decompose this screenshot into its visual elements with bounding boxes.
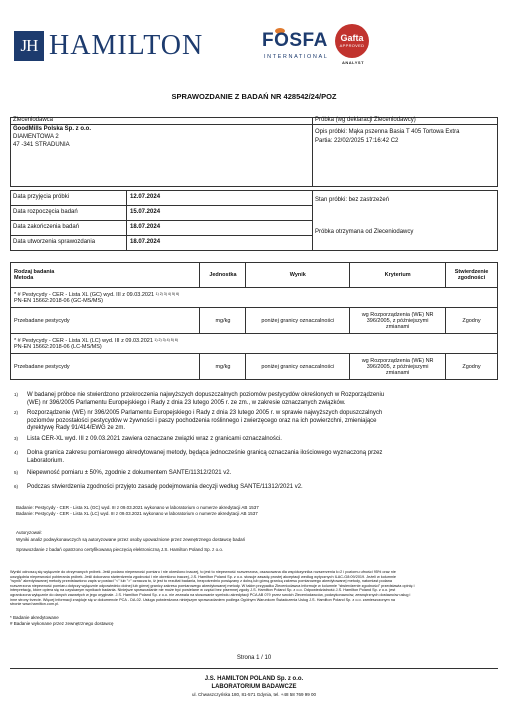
table-header-row [11, 263, 498, 288]
footnote-line: Lista CER-XL wyd. III z 09.03.2021 zawiera oznaczane związki wraz z granicami oznaczalności. [27, 436, 282, 442]
footnote-line: (WE) nr 396/2005 Parlamentu Europejskiego i Rady z dnia 23 lutego 2005 r. ze zm., w zakresie oznaczanych związków. [27, 399, 346, 406]
row-result: poniżej granicy oznaczalności [246, 354, 350, 380]
criterion-line: wg Rozporządzenia (WE) NR [361, 357, 434, 364]
page-number: Strona 1 / 10 [236, 655, 272, 661]
group-method: PN-EN 15662:2018-06 (GC-MS/MS) [14, 297, 103, 304]
criterion-line: zmianami [385, 369, 410, 376]
client-label: Zleceniodawca [13, 117, 54, 123]
date-value: 12.07.2024 [130, 194, 161, 200]
footnote-line: poziomów pozostałości pestycydów w żywności i paszy pochodzenia roślinnego i zwierzęcego oraz na ich powierzchni, zmieniające [27, 417, 377, 424]
footnote-line: Niepewność pomiaru ± 50%, zgodnie z dokumentem SANTE/11312/2021 v2. [27, 470, 232, 476]
row-result: poniżej granicy oznaczalności [246, 308, 350, 334]
header-conformity-line-2: zgodności [457, 275, 486, 281]
row-conformity: Zgodny [446, 308, 498, 334]
footer-company: J.S. HAMILTON POLAND Sp. z o.o. [204, 676, 304, 682]
report-title: SPRAWOZDANIE Z BADAŃ NR 428542/24/POZ [171, 92, 337, 101]
row-criterion [350, 354, 446, 380]
dates-row-line-2 [10, 220, 312, 221]
table-group-row [11, 334, 498, 354]
date-label: Data rozpoczęcia badań [13, 209, 78, 215]
footer [0, 675, 508, 699]
group-footnote-refs: 1) 2) 3) 4) 5) 6) [154, 337, 178, 342]
footnote-line: Dolna granica zakresu pomiarowego akredytowanej metody, będąca jednocześnie granicą oznaczania ilościowego wyznaczoną przez [27, 450, 383, 456]
footnote [10, 470, 500, 478]
date-value: 15.07.2024 [130, 209, 161, 215]
header-criterion: Kryterium [350, 263, 446, 288]
signature-note: Sprawozdanie z badań opatrzono certyfikowaną pieczęcią elektroniczną J.S. Hamilton Poland Sp. z o.o. [16, 547, 224, 552]
sample-origin: Próbka otrzymana od Zleceniodawcy [315, 229, 414, 235]
footnote [10, 392, 500, 407]
client-city: 47 -341 STRADUNIA [13, 142, 70, 148]
group-title: * # Pestycydy - CER - Lista XL (LC) wyd. III z 09.03.2021 [14, 337, 153, 344]
footnote [10, 484, 500, 492]
accreditation-note [16, 505, 506, 516]
sample-description: Opis próbki: Mąka pszenna Basia T 405 Tortowa Extra [315, 129, 460, 135]
dates-row-line-3 [10, 235, 312, 236]
footer-address: ul. Chwaszczyńska 180, 81-571 Gdynia, tel. +48 58 769 99 00 [192, 692, 316, 697]
footer-rule [10, 668, 498, 669]
fosfa-subtitle: INTERNATIONAL [264, 54, 329, 60]
footnote-line: Podczas stwierdzenia zgodności przyjęto zasadę podejmowania decyzji według SANTE/11312/2021 v2. [27, 484, 303, 490]
row-unit: mg/kg [200, 354, 246, 380]
footnote-number: 2) [14, 410, 19, 415]
group-title: * # Pestycydy - CER - Lista XL (GC) wyd. III z 09.03.2021 [14, 291, 155, 298]
row-criterion [350, 308, 446, 334]
footnote [10, 410, 500, 433]
group-footnote-refs: 1) 2) 3) 4) 5) 6) [155, 291, 180, 296]
date-label: Data przyjęcia próbki [13, 194, 70, 200]
hamilton-mark: JH [14, 31, 44, 61]
gafta-logo [335, 24, 371, 74]
header-conformity [446, 263, 498, 288]
row-parameter: Przebadane pestycydy [11, 354, 200, 380]
disclaimer-line: rozszerzona niepewność pomiaru dotyczy wyłącznie odpowiednio dolnej lub górnej granicy zakresu pomiarowego akredytowanej metody. W takim przypadku Zleceniodawca informuje w kolumnie "stwierdzenie zgodności" przedstawia opinię i [10, 583, 415, 588]
row-unit: mg/kg [200, 308, 246, 334]
hamilton-logo [14, 30, 203, 62]
row-conformity: Zgodny [446, 354, 498, 380]
dates-row-line-1 [10, 205, 312, 206]
disclaimer-line: ograniczona wyłącznie do danych zawartych w jego oryginale. J.S. Hamilton Poland Sp. z o.o. nie zezwala na stosowanie symbolu akredytacji PCA AB 079 przez swoich Zleceniodawców, podwykonawców, zewnętrznych dostawców usług i [10, 592, 411, 597]
group-method: PN-EN 15662:2018-06 (LC-MS/MS) [14, 343, 102, 350]
disclaimer-line: inne strony trzecie. Więcej informacji znajduje się w dokumencie PCA - DA-02. Usługa potwierdzona niniejszym sprawozdaniem podlega Ogólnym Warunkom Świadczenia Usług J.S. Hamilton Poland Sp. z o.o. zamieszczonym na [10, 597, 395, 602]
date-value: 18.07.2024 [130, 239, 161, 245]
date-label: Data zakończenia badań [13, 224, 80, 230]
gafta-approved: APPROVED [339, 43, 365, 48]
authorized-label: Autoryzował: [16, 530, 42, 535]
disclaimer [10, 570, 500, 607]
footnote-number: 1) [14, 392, 19, 397]
footnote-line: Rozporządzenie (WE) nr 396/2005 Parlamentu Europejskiego i Rady z dnia 23 lutego 2005 r. w sprawie najwyższych dopuszczalnych [27, 410, 383, 416]
footnote-number: 4) [14, 450, 19, 455]
legend [10, 615, 500, 626]
disclaimer-line: Wyniki odnoszą się wyłącznie do otrzymanych próbek. Jeśli podano niepewność pomiaru i nie określono inaczej, to jest to niepewność rozszerzona, oszacowana dla współczynnika rozszerzenia k=2 i poziomu ufności 95% oraz nie [10, 570, 396, 574]
accreditation-line: Badanie: Pestycydy - CER - Lista XL (LC) wyd. III z 09.03.2021 wykonano w laboratorium o numerze akredytacji AB 1537 [16, 510, 258, 516]
authorized-note: Wyniki analiz podwykonawczych są autoryzowane przez osoby upoważnione przez zewnętrznego dostawcę badań [16, 537, 246, 542]
table-row [11, 354, 498, 380]
legend-item: # Badanie wykonane przez zewnętrznego dostawcę [10, 620, 114, 626]
gafta-seal-icon [335, 24, 369, 58]
sample-batch: Partia: 22/02/2025 17:16:42 C2 [315, 138, 399, 144]
footnote-line: dyrektywę Rady 91/414/EWG ze zm. [27, 425, 126, 431]
footnote-number: 6) [14, 484, 19, 489]
client-street: DIAMENTOWA 2 [13, 134, 59, 140]
row-parameter: Przebadane pestycydy [11, 308, 200, 334]
dates-divider [312, 190, 313, 251]
gafta-role: ANALYST [341, 60, 365, 65]
header-parameter-label: Rodzaj badania [14, 269, 55, 275]
footnote [10, 450, 500, 465]
legend-item: * Badanie akredytowane [10, 615, 59, 620]
footer-lab: LABORATORIUM BADAWCZE [211, 684, 297, 690]
criterion-line: wg Rozporządzenia (WE) NR [361, 311, 434, 318]
disclaimer-line: "wynik" akredytowanej metody przedstawiono zapis w postaci "<" lub ">" oznacza to, iż jest to rezultat badania, bezpośrednio powiązany z dolną lub górną granicą zakresu pomiarowego akredytowanej metody, natomiast podana [10, 579, 393, 584]
table-group-row [11, 288, 498, 308]
criterion-line: 396/2005, z późniejszymi [366, 363, 429, 370]
footnote-number: 3) [14, 436, 19, 441]
date-value: 18.07.2024 [130, 224, 161, 230]
fosfa-wordmark: FOSFA [262, 30, 328, 51]
footnote [10, 436, 500, 444]
disclaimer-line: stronie www.hamilton.com.pl. [10, 602, 60, 607]
date-label: Data utworzenia sprawozdania [13, 239, 96, 245]
disclaimer-line: uwzględnia niepewności pobierania próbek. Jeśli dokonano stwierdzenia zgodności i nie określono inaczej, J.S. Hamilton Poland Sp. z o.o. stosuje zasadę prostej akceptacji według wytycznych ILAC-G8:09/2019. Jeżeli w kolumnie [10, 574, 397, 579]
criterion-line: 396/2005, z późniejszymi [366, 317, 429, 324]
header-conformity-line-1: Stwierdzenie [454, 269, 489, 275]
header-result: Wynik [246, 263, 350, 288]
group-title-cell [11, 288, 498, 308]
header-unit: Jednostka [200, 263, 246, 288]
results-table [10, 262, 498, 380]
footnote-number: 5) [14, 470, 19, 475]
footnote-line: W badanej próbce nie stwierdzono przekroczenia najwyższych dopuszczalnych poziomów pestycydów określonych w Rozporządzeniu [27, 392, 385, 398]
sample-state: Stan próbki: bez zastrzeżeń [315, 197, 390, 203]
disclaimer-line: interpretację, które opiera się na uzyskanym wynikach badania. Niniejsze sprawozdanie nie może być powielane w części bez pisemnej zgody J.S. Hamilton Poland Sp. z o.o. Odpowiedzialność J.S. Hamilton Poland Sp. z o.o. jest [10, 588, 396, 593]
header-parameter [11, 263, 200, 288]
group-title-cell [11, 334, 498, 354]
header-method-label: Metoda [14, 275, 34, 281]
client-name: GoodMills Polska Sp. z o.o. [13, 126, 92, 132]
sample-label: Próbka (wg deklaracji Zleceniodawcy) [315, 117, 416, 123]
fosfa-logo [262, 28, 328, 68]
footnote-line: Laboratorium. [27, 457, 65, 464]
sample-header-line [312, 124, 498, 125]
accreditation-line: Badanie: Pestycydy - CER - Lista XL (GC) wyd. III z 09.03.2021 wykonano w laboratorium o numerze akredytacji AB 1537 [16, 505, 259, 510]
table-row [11, 308, 498, 334]
client-sample-divider [312, 117, 313, 187]
criterion-line: zmianami [385, 323, 410, 330]
gafta-name: Gafta [340, 33, 364, 43]
hamilton-wordmark: HAMILTON [49, 30, 204, 61]
